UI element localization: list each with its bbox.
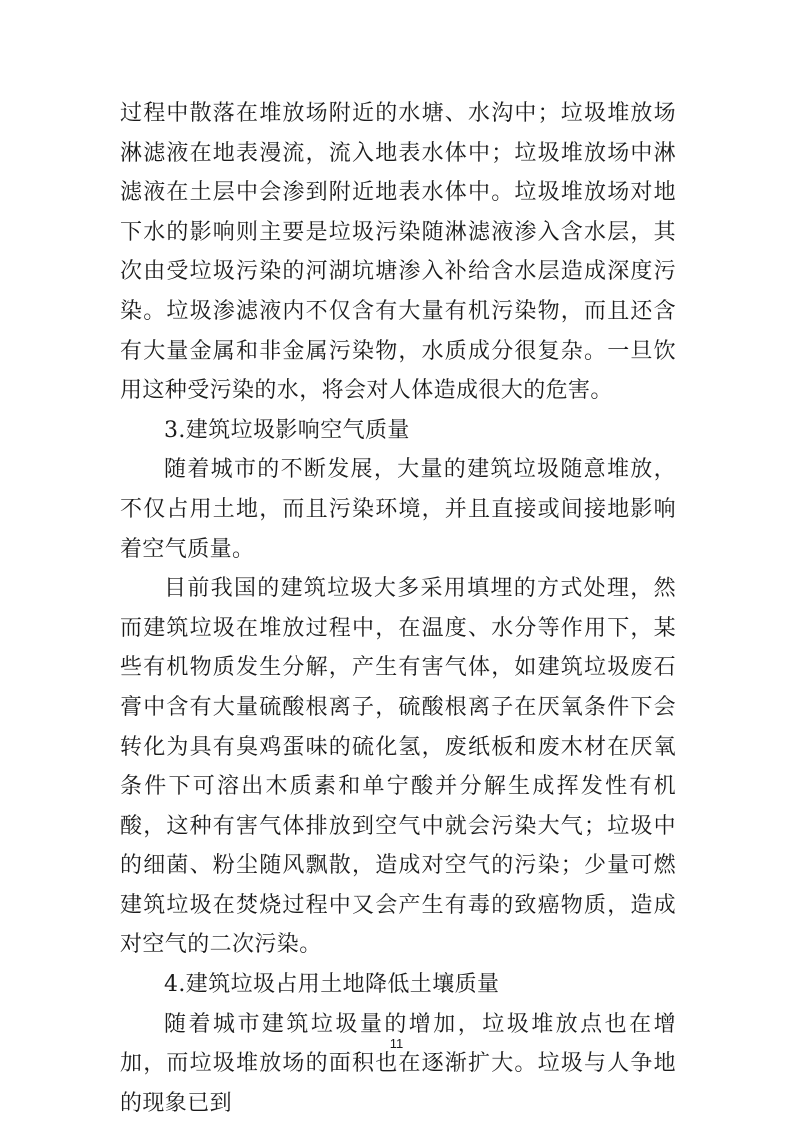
paragraph-land-occupation: 随着城市建筑垃圾量的增加，垃圾堆放点也在增加，而垃圾堆放场的面积也在逐渐扩大。垃圾与人争地的现象已到: [120, 1011, 676, 1116]
page-number: 11: [389, 1036, 404, 1051]
paragraph-city-development: 随着城市的不断发展，大量的建筑垃圾随意堆放，不仅占用土地，而且污染环境，并且直接或间接地影响着空气质量。: [120, 457, 676, 562]
section-heading-land-soil: 4.建筑垃圾占用土地降低土壤质量: [164, 972, 500, 998]
section-heading-air-quality: 3.建筑垃圾影响空气质量: [164, 417, 410, 443]
paragraph-landfill-gases: 目前我国的建筑垃圾大多采用填埋的方式处理，然而建筑垃圾在堆放过程中，在温度、水分等作用下，某些有机物质发生分解，产生有害气体，如建筑垃圾废石膏中含有大量硫酸根离子，硫酸根离子在厌氧条件下会转化为具有臭鸡蛋味的硫化氢，废纸板和废木材在厌氧条件下可溶出木质素和单宁酸并分解生成挥发性有机酸，这种有害气体排放到空气中就会污染大气；垃圾中的细菌、粉尘随风飘散，造成对空气的污染；少量可燃建筑垃圾在焚烧过程中又会产生有毒的致癌物质，造成对空气的二次污染。: [120, 576, 676, 958]
paragraph-groundwater-continuation: 过程中散落在堆放场附近的水塘、水沟中；垃圾堆放场淋滤液在地表漫流，流入地表水体中；垃圾堆放场中淋滤液在土层中会渗到附近地表水体中。垃圾堆放场对地下水的影响则主要是垃圾污染随淋滤液渗入含水层，其次由受垃圾污染的河湖坑塘渗入补给含水层造成深度污染。垃圾渗滤液内不仅含有大量有机污染物，而且还含有大量金属和非金属污染物，水质成分很复杂。一旦饮用这种受污染的水，将会对人体造成很大的危害。: [120, 101, 676, 404]
page-body: [120, 94, 676, 1123]
